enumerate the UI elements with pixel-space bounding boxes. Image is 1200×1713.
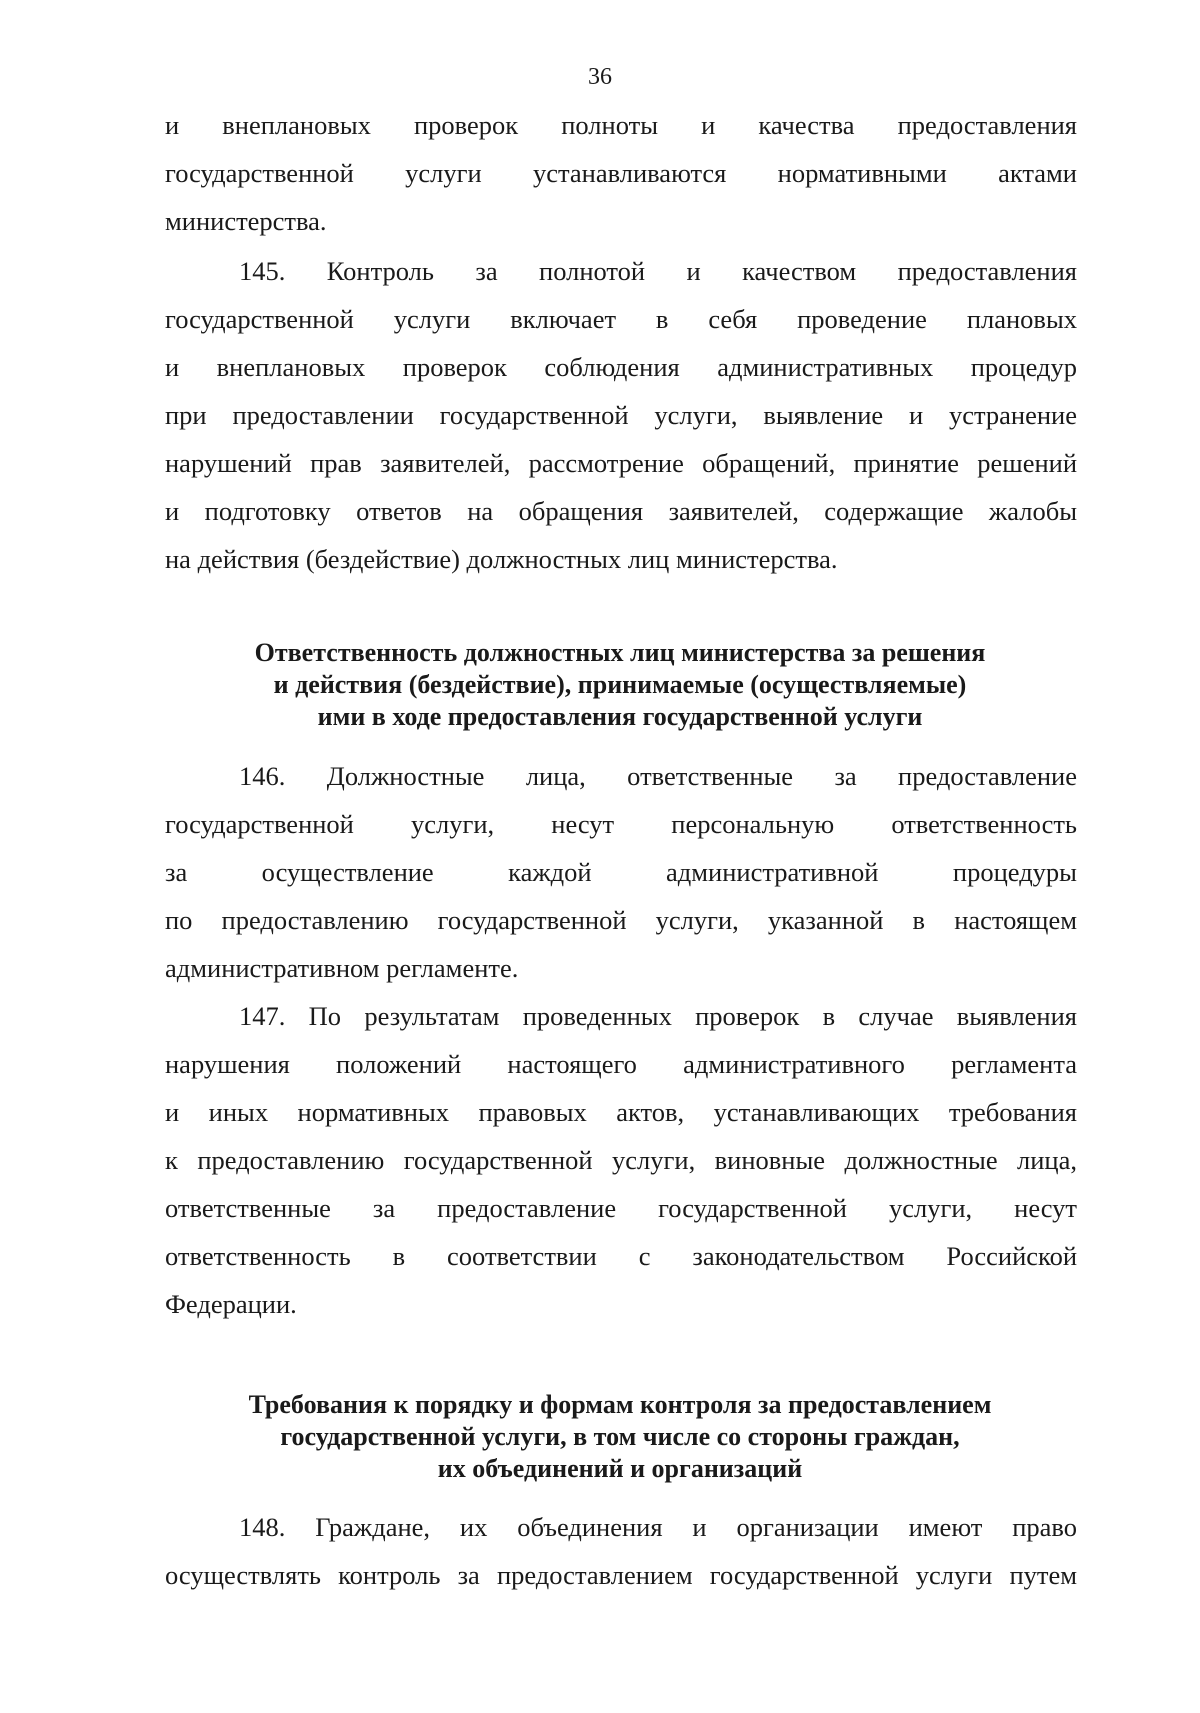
text-line: 146. Должностные лица, ответственные за предоставление xyxy=(239,761,1077,791)
heading-line: государственной услуги, в том числе со стороны граждан, xyxy=(280,1422,960,1451)
text-line: министерства. xyxy=(165,206,327,236)
heading-line: Ответственность должностных лиц министерства за решения xyxy=(254,638,986,667)
paragraph-146 xyxy=(165,752,1077,992)
text-line: Федерации. xyxy=(165,1289,297,1319)
text-line: 147. По результатам проведенных проверок в случае выявления xyxy=(239,1001,1077,1031)
text-line: государственной услуги, несут персональную ответственность xyxy=(165,809,1077,839)
text-line: по предоставлению государственной услуги, указанной в настоящем xyxy=(165,905,1077,935)
text-line: 145. Контроль за полнотой и качеством предоставления xyxy=(239,256,1077,286)
paragraph-147 xyxy=(165,992,1077,1328)
section-heading-responsibility xyxy=(140,637,1100,733)
heading-line: ими в ходе предоставления государственной услуги xyxy=(317,702,923,731)
text-line: и внеплановых проверок соблюдения административных процедур xyxy=(165,352,1077,382)
text-line: осуществлять контроль за предоставлением государственной услуги путем xyxy=(165,1560,1077,1590)
text-line: административном регламенте. xyxy=(165,953,519,983)
text-line: и внеплановых проверок полноты и качества предоставления xyxy=(165,110,1077,140)
text-line: 148. Граждане, их объединения и организации имеют право xyxy=(239,1512,1077,1542)
paragraph-continuation xyxy=(165,101,1077,245)
paragraph-148 xyxy=(165,1503,1077,1599)
page-number: 36 xyxy=(588,64,612,90)
text-line: ответственные за предоставление государственной услуги, несут xyxy=(165,1193,1077,1223)
heading-line: Требования к порядку и формам контроля за предоставлением xyxy=(248,1390,992,1419)
section-heading-control-requirements xyxy=(140,1389,1100,1485)
text-line: к предоставлению государственной услуги, виновные должностные лица, xyxy=(165,1145,1077,1175)
text-line: и иных нормативных правовых актов, устанавливающих требования xyxy=(165,1097,1077,1127)
paragraph-145 xyxy=(165,247,1077,583)
text-line: и подготовку ответов на обращения заявителей, содержащие жалобы xyxy=(165,496,1077,526)
text-line: государственной услуги включает в себя проведение плановых xyxy=(165,304,1077,334)
text-line: на действия (бездействие) должностных лиц министерства. xyxy=(165,544,838,574)
text-line: ответственность в соответствии с законодательством Российской xyxy=(165,1241,1077,1271)
text-line: за осуществление каждой административной процедуры xyxy=(165,857,1077,887)
heading-line: и действия (бездействие), принимаемые (осуществляемые) xyxy=(273,670,967,699)
text-line: государственной услуги устанавливаются нормативными актами xyxy=(165,158,1077,188)
text-line: нарушения положений настоящего административного регламента xyxy=(165,1049,1077,1079)
text-line: при предоставлении государственной услуги, выявление и устранение xyxy=(165,400,1077,430)
text-line: нарушений прав заявителей, рассмотрение обращений, принятие решений xyxy=(165,448,1077,478)
heading-line: их объединений и организаций xyxy=(437,1454,803,1483)
